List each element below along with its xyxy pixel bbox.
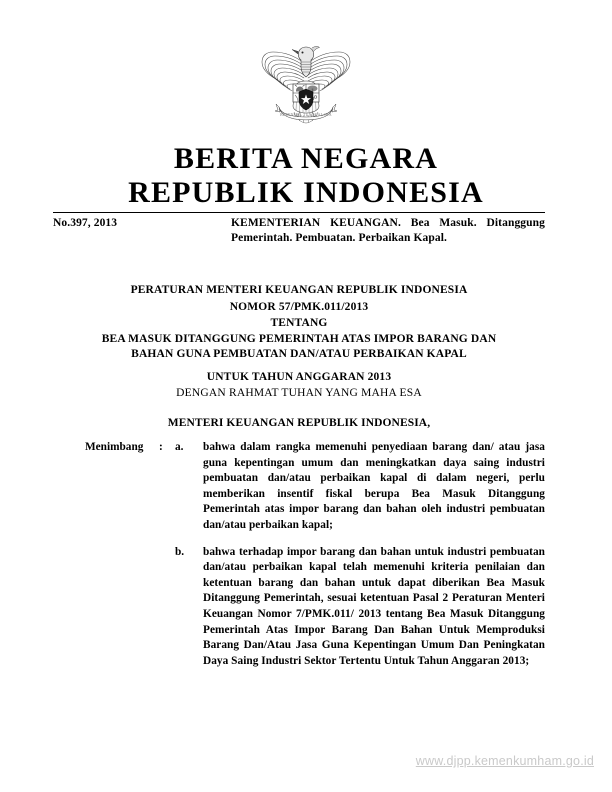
header-divider [53,212,545,213]
considering-text-b: bahwa terhadap impor barang dan bahan untuk industri pembuatan dan/atau perbaikan kapal telah memenuhi kriteria penilaian dan ketentuan barang dan bahan untuk dapat diberikan Bea Masuk Ditanggung Pemerintah, sesuai ketentuan Pasal 2 Peraturan Menteri Keuangan Nomor 7/PMK.011/ 2013 tentang Bea Masuk Ditanggung Pemerintah Atas Impor Barang Dan Bahan Untuk Memproduksi Barang Dan/Atau Jasa Guna Kepentingan Umum Dan Peningkatan Daya Saing Industri Sektor Tertentu Untuk Tahun Anggaran 2013; [203,545,545,667]
considering-item [85,545,545,670]
considering-marker-b: b. [175,545,185,558]
considering-item [85,440,545,534]
considering-label: Menimbang [85,441,144,453]
considering-colon: : [159,441,163,453]
considering-section [85,440,545,669]
minister-line: MENTERI KEUANGAN REPUBLIK INDONESIA, [167,417,431,429]
regulation-number: NOMOR 57/PMK.011/2013 [229,300,369,313]
issue-number: No.397, 2013 [53,217,118,229]
regulation-heading [53,282,545,385]
footer [416,752,594,770]
considering-marker-a: a. [175,441,184,453]
considering-text-a: bahwa dalam rangka memenuhi penyediaan barang dan/ atau jasa guna kepentingan umum dan meningkatkan daya saing industri pembuatan dan/atau perbaikan kapal di dalam negeri, perlu memberikan insentif fiskal berupa Bea Masuk Ditanggung Pemerintah atas impor barang dan bahan oleh industri pembuatan dan/atau perbaikan kapal; [203,441,545,531]
blessing-line: DENGAN RAHMAT TUHAN YANG MAHA ESA [176,387,422,399]
regulation-authority: PERATURAN MENTERI KEUANGAN REPUBLIK INDONESIA [130,284,468,296]
issue-identifier-row [53,216,545,245]
masthead-line-2: REPUBLIK INDONESIA [128,176,484,209]
regulation-about-label: TENTANG [270,317,328,330]
subject-keywords: KEMENTERIAN KEUANGAN. Bea Masuk. Ditanggung Pemerintah. Pembuatan. Perbaikan Kapal. [231,217,545,244]
regulation-title-line-2: BAHAN GUNA PEMBUATAN DAN/ATAU PERBAIKAN KAPAL [131,348,467,361]
masthead-line-1: BERITA NEGARA [173,142,439,175]
regulation-title-line-1: BEA MASUK DITANGGUNG PEMERINTAH ATAS IMPOR BARANG DAN [101,332,497,345]
garuda-pancasila-emblem [256,36,356,136]
masthead [0,142,612,210]
source-watermark-link[interactable]: www.djpp.kemenkumham.go.id [415,754,594,768]
emblem-container [0,36,612,136]
svg-text:BHINNEKA TUNGGAL IKA: BHINNEKA TUNGGAL IKA [280,113,332,117]
enactment-block [53,385,545,431]
regulation-title-line-3: UNTUK TAHUN ANGGARAN 2013 [206,370,392,383]
